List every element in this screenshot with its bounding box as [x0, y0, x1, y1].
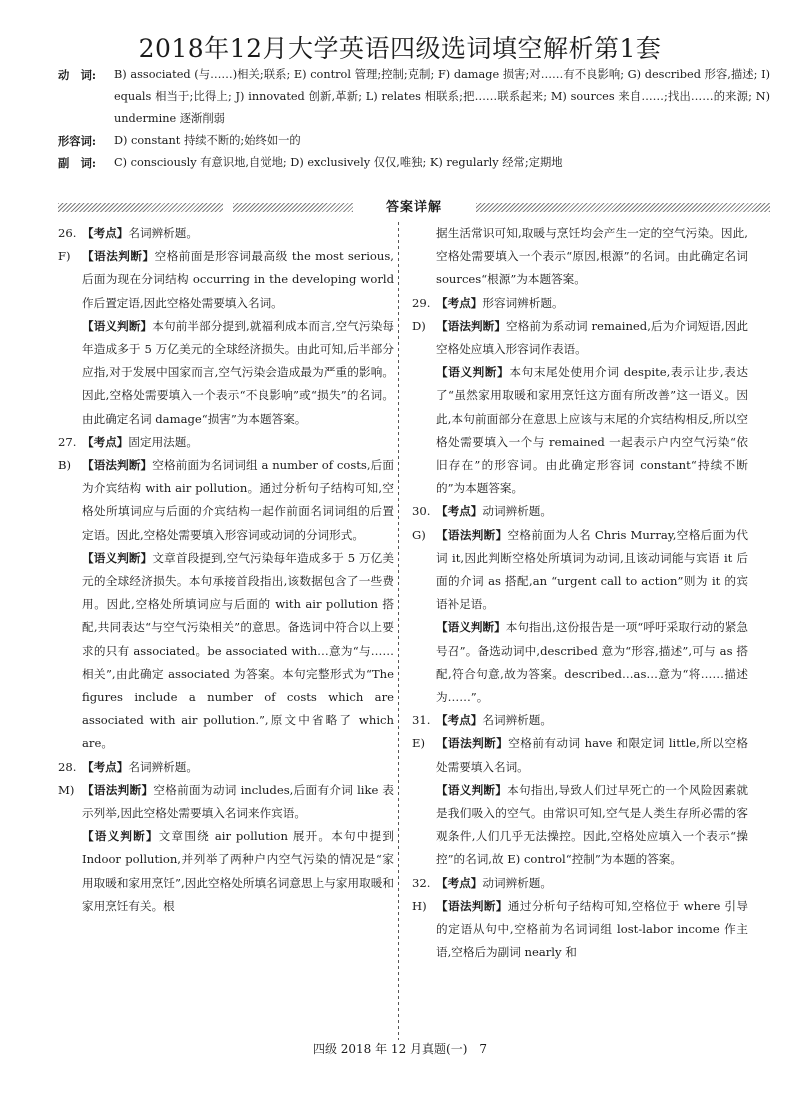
item-label: 30. — [412, 504, 431, 519]
vocab-row-verbs — [58, 64, 770, 130]
answer-item — [412, 709, 748, 732]
item-tag: 【语义判断】 — [436, 365, 510, 380]
page-title: 2018年12月大学英语四级选词填空解析第1套 — [138, 33, 662, 63]
item-tag: 【语义判断】 — [82, 829, 159, 844]
item-tag: 【语法判断】 — [82, 458, 153, 473]
item-text: 本句指出,导致人们过早死亡的一个风险因素就是我们吸入的空气。由常识可知,空气是人类生存所必需的客观条件,人们几乎无法操控。因此,空格处应填入一个表示“操控”的名词,故 E) control“控制”为本题的答案。 — [436, 782, 748, 867]
item-text: 本句指出,这份报告是一项“呼吁采取行动的紧急号召”。备选动词中,described 意为“形容,描述”,可与 as 搭配,符合句意,故为答案。described…as…意为“将……描述为……”。 — [436, 620, 748, 705]
item-tag: 【考点】 — [82, 759, 129, 774]
item-tag: 【语法判断】 — [82, 782, 154, 797]
answer-item — [412, 500, 748, 523]
section-title: 答案详解 — [358, 196, 470, 215]
vocab-label: 形容词: — [58, 134, 97, 148]
answer-item — [412, 524, 748, 617]
item-label: F) — [58, 249, 71, 264]
item-text: 空格前为系动词 remained,后为介词短语,因此空格处应填入形容词作表语。 — [436, 318, 748, 357]
item-tag: 【考点】 — [436, 713, 483, 728]
item-label: 32. — [412, 875, 431, 890]
vocab-text: D) constant 持续不断的;始终如一的 — [114, 134, 301, 147]
item-text: 名词辨析题。 — [482, 713, 552, 728]
item-label: G) — [412, 527, 426, 542]
item-tag: 【考点】 — [436, 295, 483, 310]
item-text: 空格前面为动词 includes,后面有介词 like 表示列举,因此空格处需要填入名词来作宾语。 — [82, 782, 394, 821]
item-text: 形容词辨析题。 — [482, 295, 564, 310]
answer-item — [58, 222, 394, 245]
answer-column-right — [412, 222, 748, 965]
answer-item — [58, 756, 394, 779]
item-text: 本句前半部分提到,就福利成本而言,空气污染每年造成多于 5 万亿美元的全球经济损失。由此可知,后半部分应指,对于发展中国家而言,空气污染会造成最为严重的影响。因此,空格处需要填入一个表示“不良影响”或“损失”的名词。由此确定名词 damage“损害”为本题答案。 — [82, 318, 394, 426]
item-text: 文章围绕 air pollution 展开。本句中提到 Indoor pollution,并列举了两种户内空气污染的情况是“家用取暖和家用烹饪”,因此空格处所填名词意思上与家用取暖和家用烹饪有关。根 — [82, 829, 394, 913]
vocab-label: 副 词: — [58, 156, 97, 170]
answer-item — [58, 315, 394, 431]
item-tag: 【语法判断】 — [436, 898, 508, 913]
answer-item — [412, 872, 748, 895]
hatch-band — [476, 203, 770, 212]
item-label: B) — [58, 458, 72, 473]
item-text: 空格前有动词 have 和限定词 little,所以空格处需要填入名词。 — [436, 736, 748, 774]
answer-item — [58, 245, 394, 315]
item-text: 空格前面是形容词最高级 the most serious,后面为现在分词结构 occurring in the developing world 作后置定语,因此空格处需要填入名词。 — [82, 249, 394, 310]
answer-item — [412, 361, 748, 500]
item-label: 29. — [412, 295, 431, 310]
item-tag: 【考点】 — [82, 434, 129, 449]
item-text: 名词辨析题。 — [128, 226, 198, 240]
item-tag: 【语义判断】 — [82, 318, 153, 333]
vocabulary-list — [58, 64, 770, 174]
vocab-label: 动 词: — [58, 68, 97, 82]
item-tag: 【语法判断】 — [436, 736, 509, 751]
item-label: 31. — [412, 713, 431, 728]
item-label: 26. — [58, 226, 77, 240]
item-text: 空格前面为名词词组 a number of costs,后面为介宾结构 with air pollution。通过分析句子结构可知,空格处所填词应与后面的介宾结构一起作前面名词词组的后置定语。因此,空格处需要填入形容词或动词的分词形式。 — [82, 458, 394, 542]
answer-item — [412, 732, 748, 778]
answer-item — [412, 779, 748, 872]
item-label: 28. — [58, 759, 77, 774]
vocab-text: B) associated (与……)相关;联系; E) control 管理;控制;克制; F) damage 损害;对……有不良影响; G) described 形容,描述; I) equals 相当于;比得上; J) innovated 创新,革新; L) relates 相联系;把……联系起来; M) sources 来自……;找出……的来源; N) undermine 逐渐削弱 — [114, 68, 770, 125]
item-tag: 【考点】 — [436, 875, 483, 890]
item-text: 据生活常识可知,取暖与烹饪均会产生一定的空气污染。因此,空格处需要填入一个表示“原因,根源”的名词。由此确定名词 sources“根源”为本题答案。 — [436, 226, 748, 287]
answer-item — [412, 292, 748, 315]
vocab-text: C) consciously 有意识地,自觉地; D) exclusively 仅仅,唯独; K) regularly 经常;定期地 — [114, 156, 563, 169]
item-text: 文章首段提到,空气污染每年造成多于 5 万亿美元的全球经济损失。本句承接首段指出,该数据包含了一些费用。因此,空格处所填词应与后面的 with air pollution 搭配,共同表达“与空气污染相关”的意思。备选词中符合以上要求的只有 associated。be associated with…意为“与……相关”,由此确定 associated 为答案。本句完整形式为“The figures include a number of costs which are associated with air pollution.”,原文中省略了 which are。 — [82, 550, 394, 751]
item-text: 本句末尾处使用介词 despite,表示让步,表达了“虽然家用取暖和家用烹饪这方面有所改善”这一语义。因此,本句前面部分在意思上应该与末尾的介宾结构相反,所以空格处需要填入一个与 remained 一起表示户内空气污染“依旧存在”的形容词。由此确定形容词 constant“持续不断的”为本题答案。 — [436, 365, 748, 496]
item-text: 通过分析句子结构可知,空格位于 where 引导的定语从句中,空格前为名词词组 lost-labor income 作主语,空格后为副词 nearly 和 — [436, 898, 748, 960]
vocab-row-adjectives — [58, 130, 770, 152]
page-footer: 四级 2018 年 12 月真题(一) 7 — [312, 1042, 488, 1056]
item-text: 动词辨析题。 — [482, 504, 552, 519]
answer-item — [412, 222, 748, 292]
answer-item — [412, 315, 748, 361]
column-separator — [398, 222, 399, 1040]
answer-item — [58, 431, 394, 454]
hatch-band — [233, 203, 353, 212]
answer-item — [58, 547, 394, 756]
item-label: D) — [412, 318, 426, 333]
answer-item — [412, 616, 748, 709]
item-tag: 【考点】 — [82, 226, 129, 240]
vocab-row-adverbs — [58, 152, 770, 174]
item-label: H) — [412, 898, 427, 913]
hatch-band — [58, 203, 223, 212]
item-label: M) — [58, 782, 75, 797]
item-label: 27. — [58, 434, 77, 449]
item-tag: 【语义判断】 — [82, 550, 153, 565]
item-tag: 【考点】 — [436, 504, 483, 519]
item-tag: 【语法判断】 — [436, 318, 507, 333]
item-tag: 【语法判断】 — [436, 527, 508, 542]
item-text: 空格前面为人名 Chris Murray,空格后面为代词 it,因此判断空格处所填词为动词,且该动词能与宾语 it 后面的介词 as 搭配,an “urgent call to action”则为 it 的宾语补足语。 — [436, 527, 748, 612]
item-text: 名词辨析题。 — [128, 759, 198, 774]
item-tag: 【语义判断】 — [436, 620, 506, 635]
answer-item — [58, 454, 394, 547]
item-label: E) — [412, 736, 425, 751]
item-tag: 【语法判断】 — [82, 249, 155, 264]
section-divider — [58, 198, 770, 216]
item-text: 固定用法题。 — [128, 434, 198, 449]
answer-column-left — [58, 222, 394, 918]
answer-item — [412, 895, 748, 965]
answer-item — [58, 825, 394, 918]
item-text: 动词辨析题。 — [482, 875, 552, 890]
item-tag: 【语义判断】 — [436, 782, 508, 797]
answer-item — [58, 779, 394, 825]
